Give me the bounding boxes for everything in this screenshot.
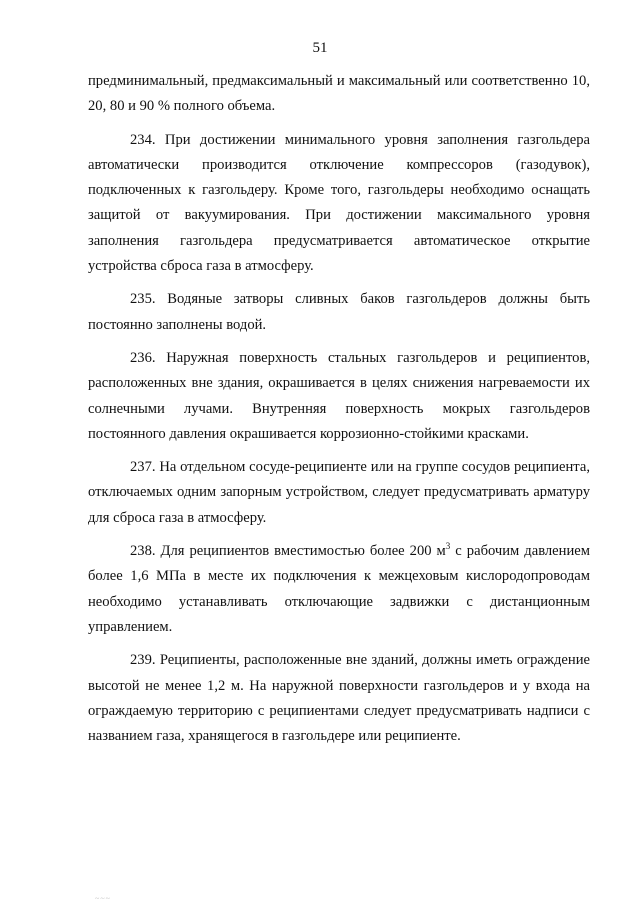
paragraph-continuation: предминимальный, предмаксимальный и максимальный или соответственно 10, 20, 80 и 90 % полного объема.	[88, 73, 590, 115]
paragraph-236: 236. Наружная поверхность стальных газгольдеров и реципиентов, расположенных вне здания, окрашивается в целях снижения нагреваемости их солнечными лучами. Внутренняя поверхность мокрых газгольдеров постоянного давления окрашивается коррозионно-стойкими красками.	[88, 349, 590, 442]
paragraph-238-text-rest: с рабочим давлением более 1,6 МПа в месте их подключения к межцеховым кислородопроводам необходимо устанавливать отключающие задвижки с дистанционным управлением.	[88, 543, 590, 635]
paragraph-238-text: 238. Для реципиентов вместимостью более 200 м	[130, 543, 446, 560]
paragraph-239: 239. Реципиенты, расположенные вне зданий, должны иметь ограждение высотой не менее 1,2 м. На наружной поверхности газгольдеров и у входа на ограждаемую территорию с реципиентами следует предусматривать надписи с названием газа, хранящегося в газгольдере или реципиенте.	[88, 652, 590, 745]
document-body	[88, 69, 590, 749]
paragraph-234: 234. При достижении минимального уровня заполнения газгольдера автоматически производится отключение компрессоров (газодувок), подключенных к газгольдеру. Кроме того, газгольдеры необходимо оснащать защитой от вакуумирования. При достижении максимального уровня заполнения газгольдера предусматривается автоматическое открытие устройства сброса газа в атмосферу.	[88, 131, 590, 275]
footer-mark: ~~~	[95, 894, 111, 903]
superscript-cubic: 3	[445, 541, 451, 552]
page-number: 51	[312, 40, 328, 56]
paragraph-238	[88, 539, 590, 640]
paragraph-237: 237. На отдельном сосуде-реципиенте или на группе сосудов реципиента, отключаемых одним запорным устройством, следует предусматривать арматуру для сброса газа в атмосферу.	[88, 459, 590, 526]
paragraph-235: 235. Водяные затворы сливных баков газгольдеров должны быть постоянно заполнены водой.	[88, 291, 590, 333]
